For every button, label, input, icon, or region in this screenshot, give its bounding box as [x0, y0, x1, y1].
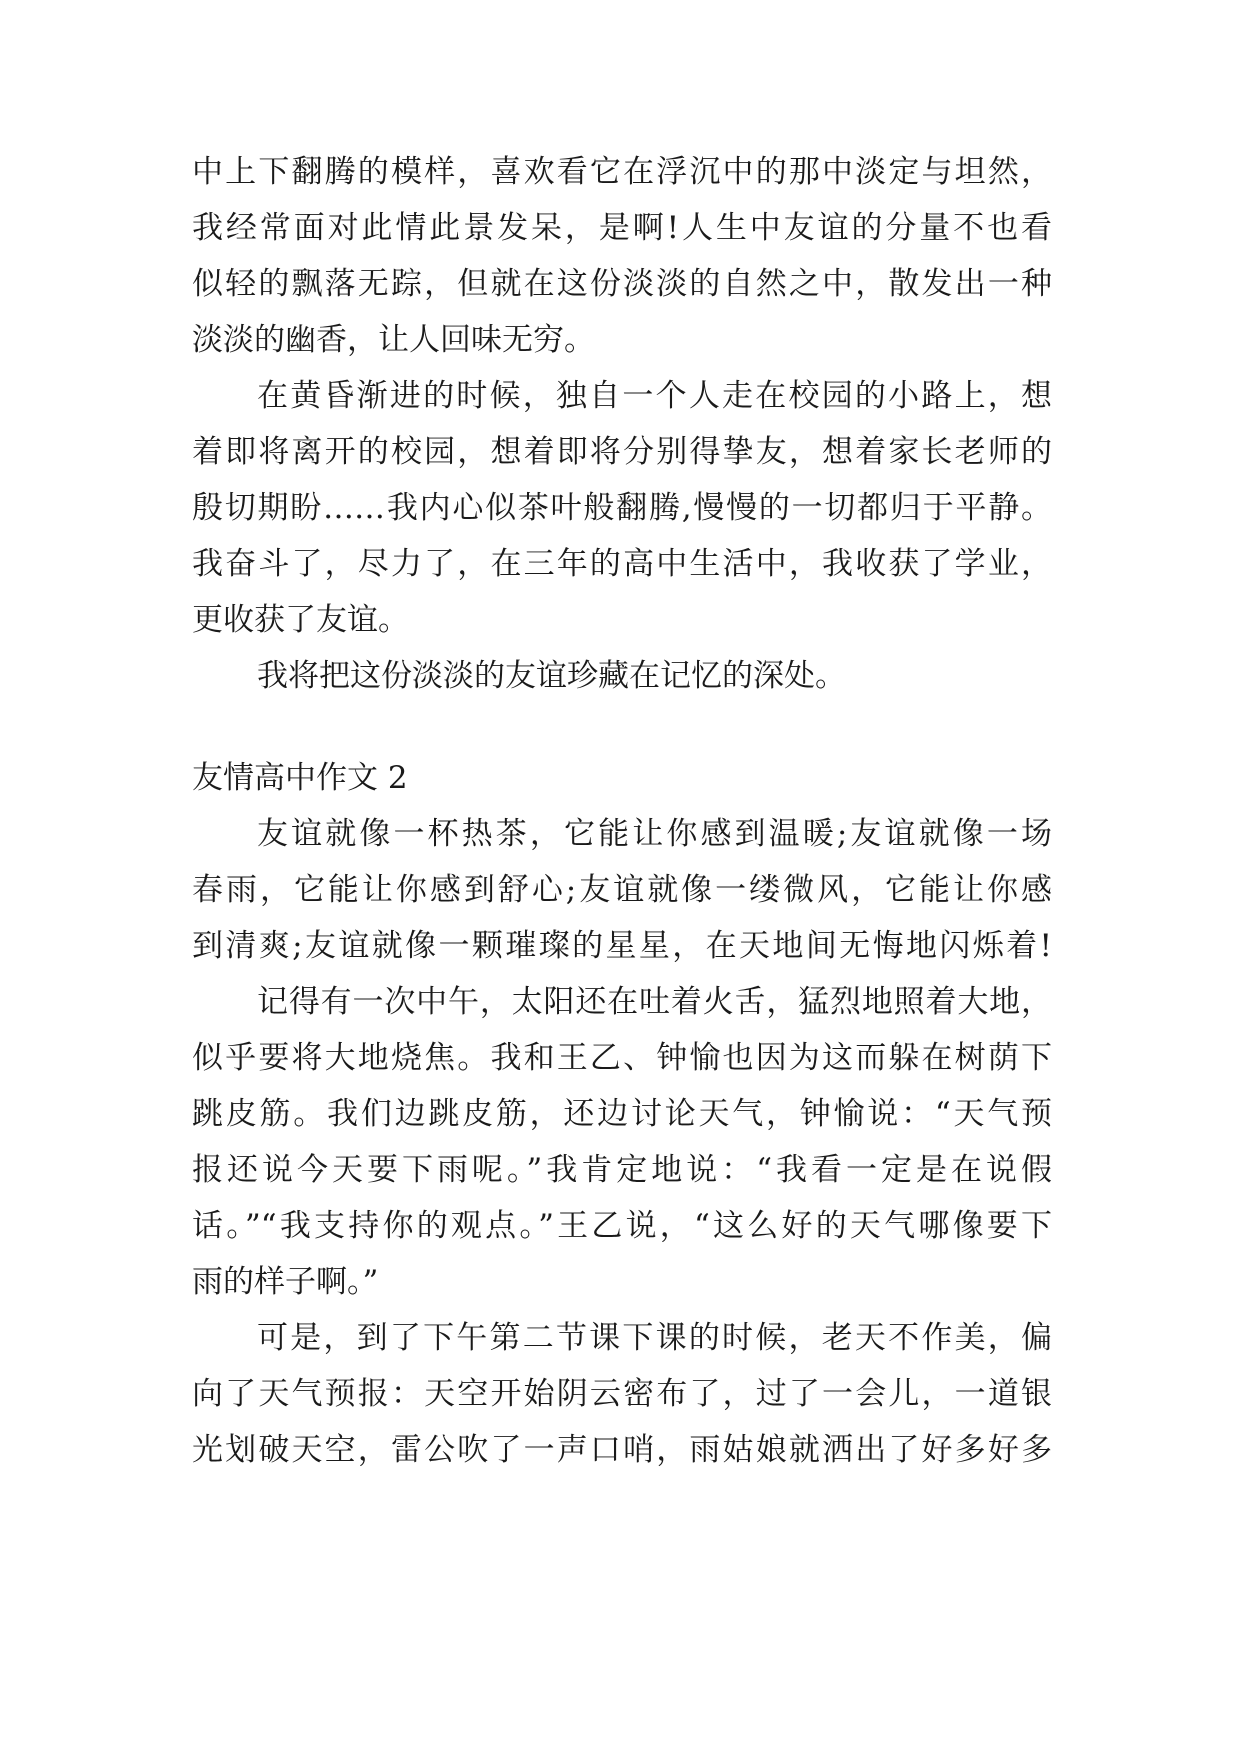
- text-line: 到清爽;友谊就像一颗璀璨的星星，在天地间无悔地闪烁着!: [192, 928, 1052, 964]
- text-line: 淡淡的幽香，让人回味无穷。: [192, 322, 595, 358]
- text-line: 我将把这份淡淡的友谊珍藏在记忆的深处。: [257, 658, 846, 694]
- text-line: 报还说今天要下雨呢。”我肯定地说：“我看一定是在说假: [192, 1152, 1052, 1188]
- text-line: 我经常面对此情此景发呆，是啊!人生中友谊的分量不也看: [192, 210, 1052, 246]
- text-line: 似乎要将大地烧焦。我和王乙、钟愉也因为这而躲在树荫下: [192, 1040, 1052, 1076]
- text-line: 向了天气预报：天空开始阴云密布了，过了一会儿，一道银: [192, 1376, 1052, 1412]
- text-line: 我奋斗了，尽力了，在三年的高中生活中，我收获了学业，: [192, 546, 1052, 582]
- text-line: 友谊就像一杯热茶，它能让你感到温暖;友谊就像一场: [257, 816, 1052, 852]
- text-line: 跳皮筋。我们边跳皮筋，还边讨论天气，钟愉说：“天气预: [192, 1096, 1052, 1132]
- text-line: 春雨，它能让你感到舒心;友谊就像一缕微风，它能让你感: [192, 872, 1052, 908]
- text-line: 可是，到了下午第二节课下课的时候，老天不作美，偏: [257, 1320, 1052, 1356]
- text-line: 在黄昏渐进的时候，独自一个人走在校园的小路上，想: [257, 378, 1052, 414]
- text-line: 似轻的飘落无踪，但就在这份淡淡的自然之中，散发出一种: [192, 266, 1052, 302]
- text-line: 雨的样子啊。”: [192, 1264, 379, 1300]
- essay-heading: 友情高中作文 2: [192, 760, 408, 796]
- text-line: 殷切期盼……我内心似茶叶般翻腾,慢慢的一切都归于平静。: [192, 490, 1052, 526]
- text-line: 光划破天空，雷公吹了一声口哨，雨姑娘就洒出了好多好多: [192, 1432, 1052, 1468]
- text-line: 着即将离开的校园，想着即将分别得挚友，想着家长老师的: [192, 434, 1052, 470]
- text-line: 话。”“我支持你的观点。”王乙说，“这么好的天气哪像要下: [192, 1208, 1052, 1244]
- text-line: 更收获了友谊。: [192, 602, 409, 638]
- text-line: 中上下翻腾的模样，喜欢看它在浮沉中的那中淡定与坦然，: [192, 154, 1052, 190]
- text-line: 记得有一次中午，太阳还在吐着火舌，猛烈地照着大地，: [257, 984, 1052, 1020]
